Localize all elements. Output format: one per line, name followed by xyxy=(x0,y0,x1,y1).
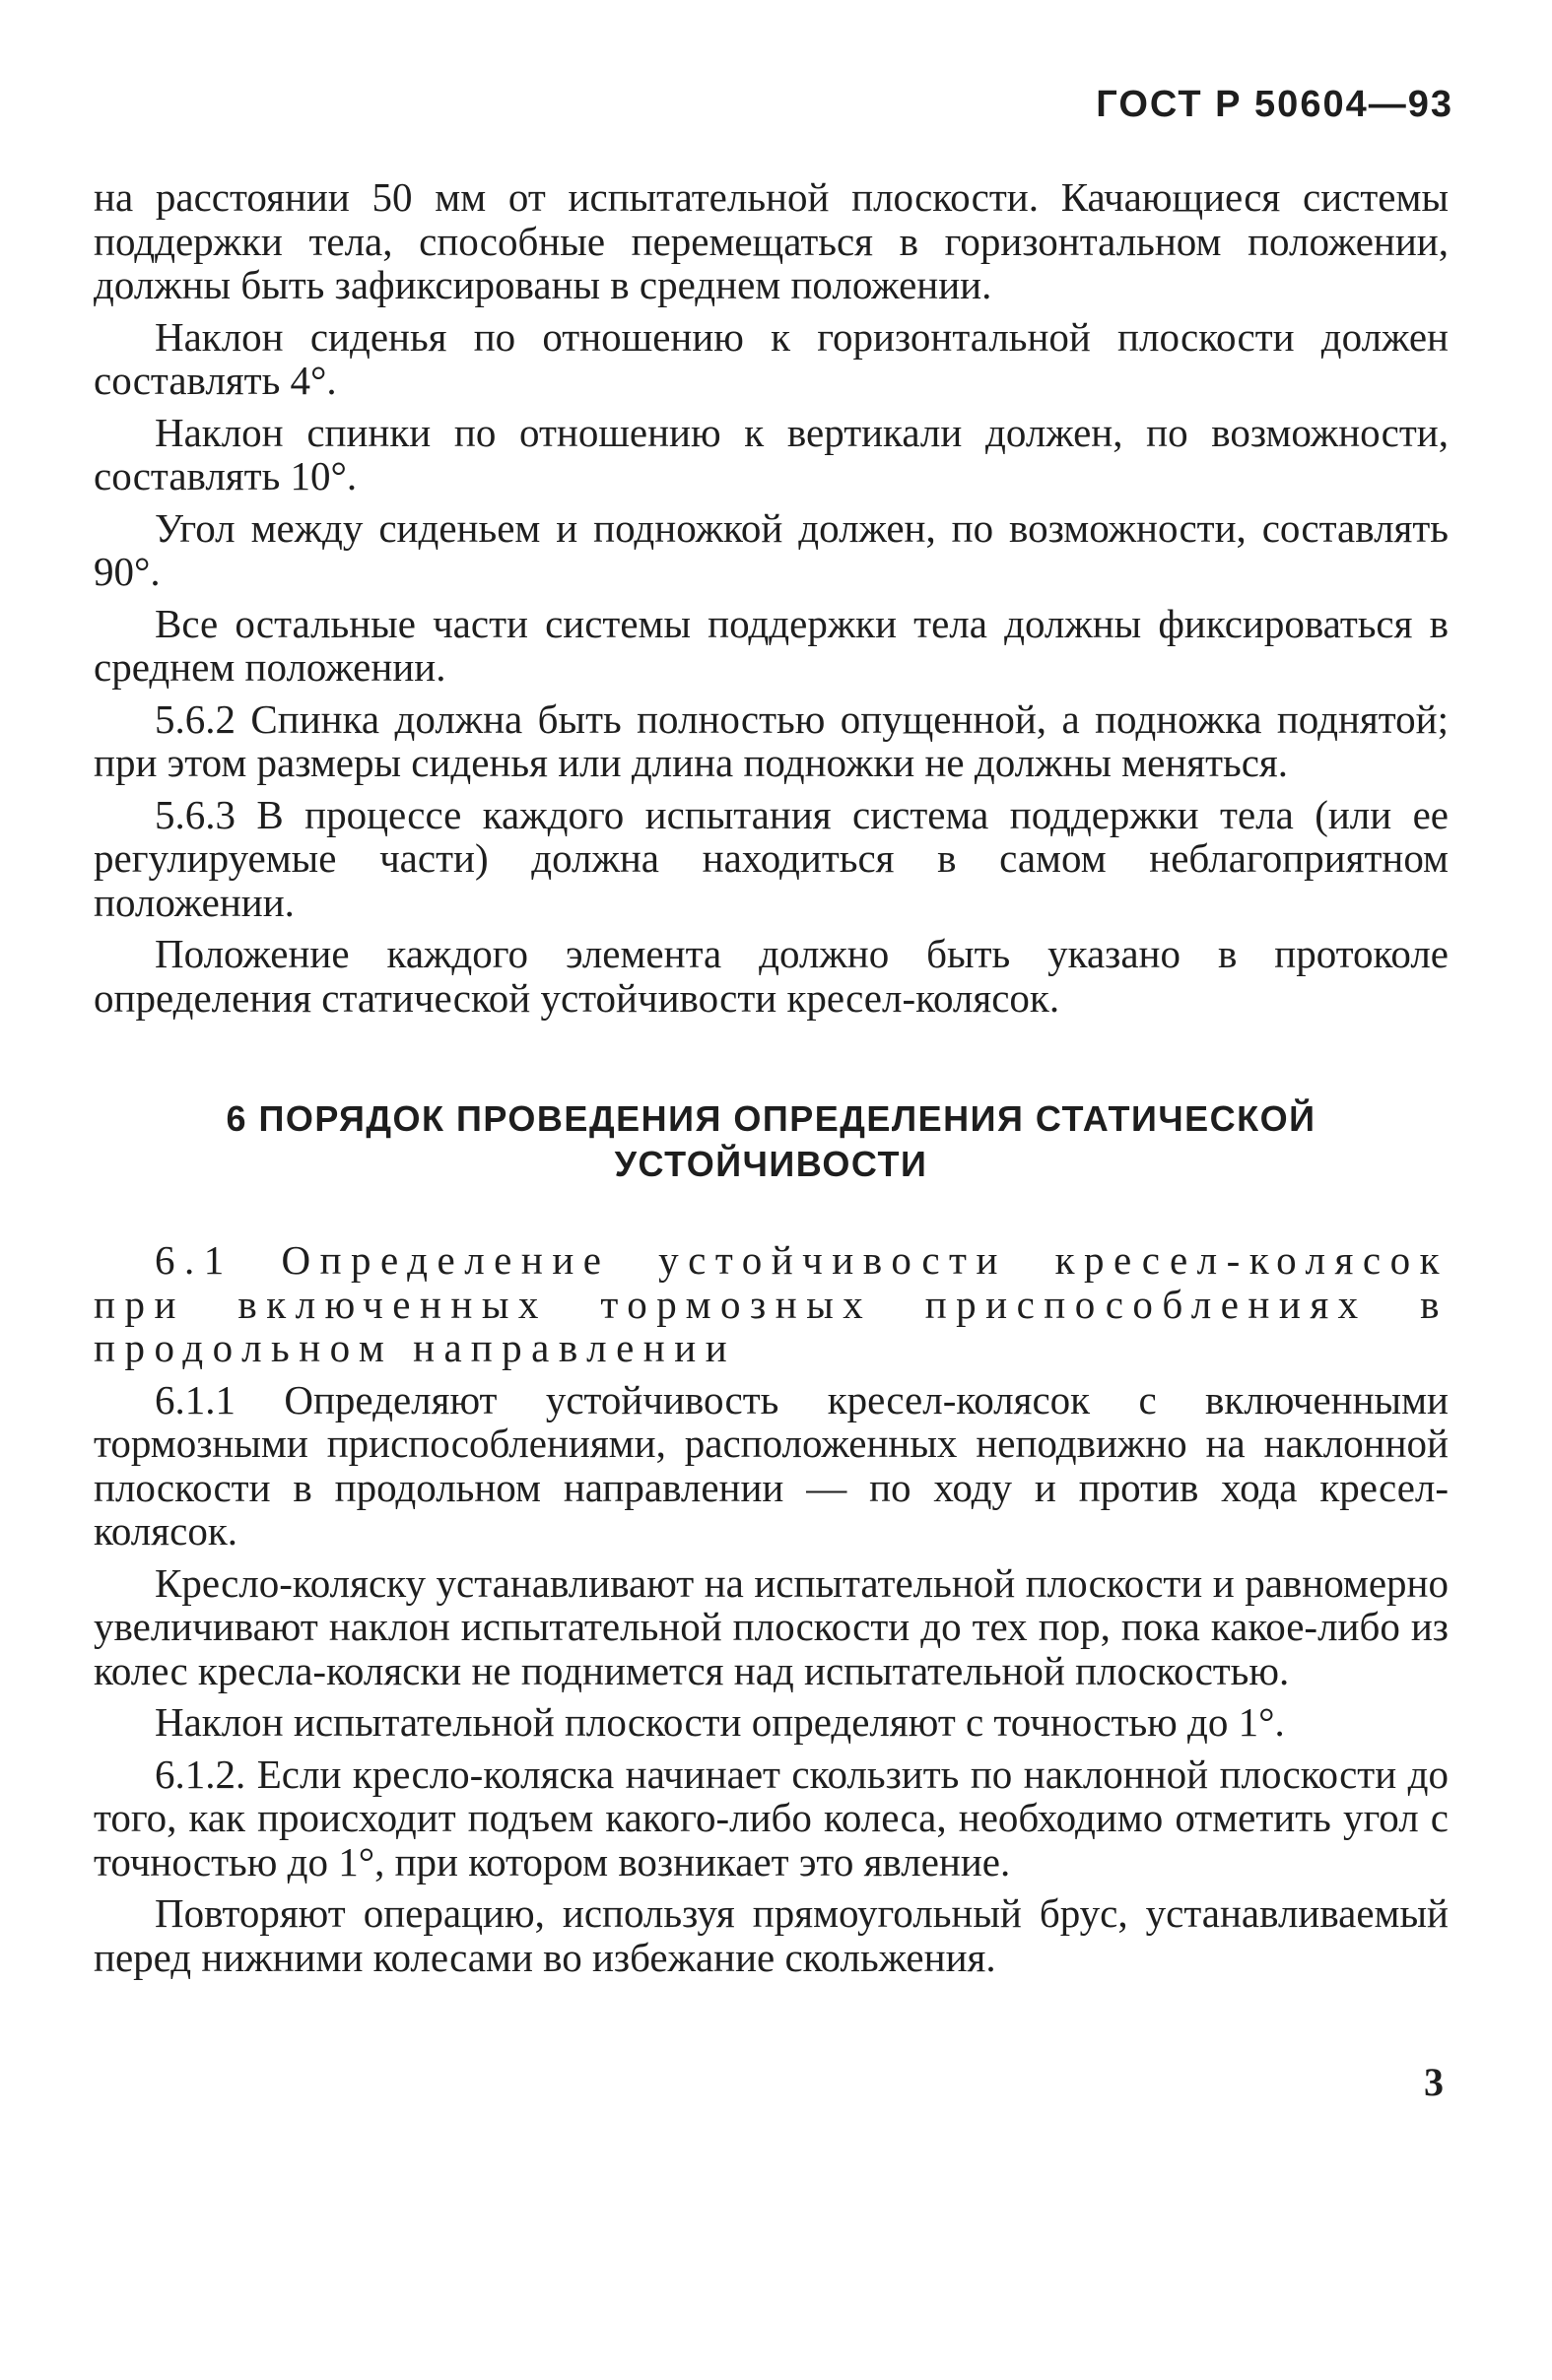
paragraph-seat-tilt: Наклон сиденья по отношению к горизонтальной плоскости должен составлять 4°. xyxy=(94,313,1449,403)
paragraph-tilt-accuracy: Наклон испытательной плоскости определяют с точностью до 1°. xyxy=(155,1699,1285,1745)
paragraph-6-1-2: 6.1.2. Если кресло-коляска начинает скользить по наклонной плоскости до того, как происходит подъем какого-либо колеса, необходимо отметить угол с точностью до 1°, при котором возникает это явление. xyxy=(94,1751,1449,1884)
paragraph-6-1-1: 6.1.1 Определяют устойчивость кресел-колясок с включенными тормозными приспособлениями, расположенных неподвижно на наклонной плоскости в продольном направлении — по ходу и против хода кресел-колясок. xyxy=(94,1376,1449,1554)
document-body xyxy=(94,175,1449,1987)
paragraph-5-6-2: 5.6.2 Спинка должна быть полностью опущенной, а подножка поднятой; при этом размеры сиденья или длина подножки не должны меняться. xyxy=(94,695,1449,785)
section-title-line-1: 6 ПОРЯДОК ПРОВЕДЕНИЯ ОПРЕДЕЛЕНИЯ СТАТИЧЕСКОЙ xyxy=(226,1098,1316,1139)
section-title-line-2: УСТОЙЧИВОСТИ xyxy=(614,1144,928,1184)
paragraph-repeat-operation: Повторяют операцию, используя прямоугольный брус, устанавливаемый перед нижними колесами во избежание скольжения. xyxy=(94,1890,1449,1980)
section-6-title xyxy=(94,1096,1449,1187)
paragraph-5-6-3: 5.6.3 В процессе каждого испытания система поддержки тела (или ее регулируемые части) должна находиться в самом неблагоприятном положении. xyxy=(94,791,1449,925)
paragraph-continuation: на расстоянии 50 мм от испытательной плоскости. Качающиеся системы поддержки тела, способные перемещаться в горизонтальном положении, должны быть зафиксированы в среднем положении. xyxy=(94,174,1449,307)
subsection-6-1-heading: 6.1 Определение устойчивости кресел-колясок при включенных тормозных приспособлениях в продольном направлении xyxy=(94,1237,1449,1370)
page-number: 3 xyxy=(1424,2060,1444,2104)
paragraph-install-wheelchair: Кресло-коляску устанавливают на испытательной плоскости и равномерно увеличивают наклон испытательной плоскости до тех пор, пока какое-либо из колес кресла-коляски не поднимется над испытательной плоскостью. xyxy=(94,1559,1449,1693)
paragraph-other-parts: Все остальные части системы поддержки тела должны фиксироваться в среднем положении. xyxy=(94,600,1449,690)
paragraph-seat-footrest-angle: Угол между сиденьем и подножкой должен, по возможности, составлять 90°. xyxy=(94,504,1449,594)
paragraph-backrest-tilt: Наклон спинки по отношению к вертикали должен, по возможности, составлять 10°. xyxy=(94,409,1449,498)
paragraph-element-position: Положение каждого элемента должно быть указано в протоколе определения статической устойчивости кресел-колясок. xyxy=(94,931,1449,1021)
document-code-header: ГОСТ Р 50604—93 xyxy=(1096,84,1453,125)
